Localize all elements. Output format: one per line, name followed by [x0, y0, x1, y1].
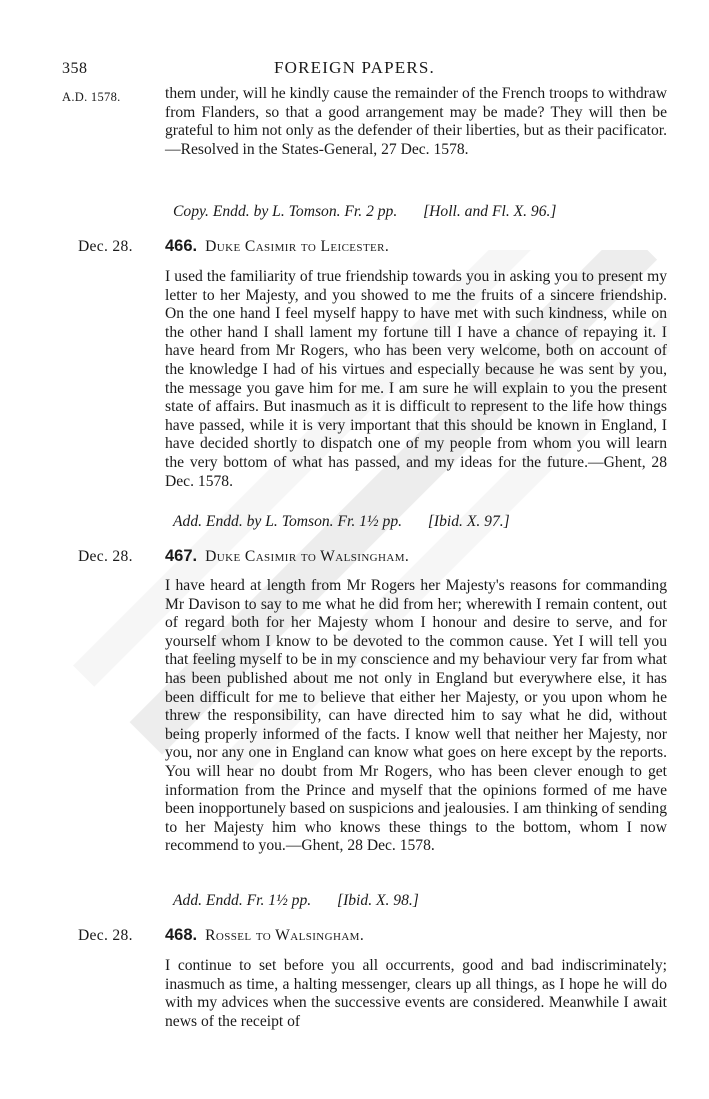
note-reference: [Holl. and Fl. X. 96.] — [423, 203, 557, 220]
note-reference: [Ibid. X. 98.] — [337, 892, 419, 909]
entry-title: Duke Casimir to Walsingham. — [205, 548, 410, 565]
entry-note — [173, 892, 673, 910]
note-description: Add. Endd. Fr. 1½ pp. — [173, 892, 312, 909]
entry-date: Dec. 28. — [78, 238, 133, 255]
entry-heading — [165, 547, 409, 566]
page-number: 358 — [62, 60, 88, 77]
entry-title: Duke Casimir to Leicester. — [205, 238, 390, 255]
note-description: Copy. Endd. by L. Tomson. Fr. 2 pp. — [173, 203, 398, 220]
entry-date: Dec. 28. — [78, 548, 133, 565]
entry-number: 468. — [165, 926, 198, 944]
note-reference: [Ibid. X. 97.] — [427, 513, 510, 530]
running-title: FOREIGN PAPERS. — [274, 58, 435, 77]
entry-number: 467. — [165, 547, 198, 565]
entry-heading — [165, 926, 364, 945]
margin-year: A.D. 1578. — [62, 90, 121, 104]
continuation-note — [173, 203, 673, 221]
entry-body: I continue to set before you all occurrents, good and bad indiscriminately; inasmuch as time, a halting messenger, clears up all things, as I hope he will do with my advices when the successive events are considered. Meanwhile I await news of the receipt of — [165, 957, 667, 1030]
continuation-paragraph: them under, will he kindly cause the remainder of the French troops to withdraw from Flanders, so that a good arrangement may be made? They will then be grateful to him not only as the defender of their liberties, but as their pacificator.—Resolved in the States-General, 27 Dec. 1578. — [165, 85, 667, 158]
entry-body: I used the familiarity of true friendship towards you in asking you to present my letter to her Majesty, and you showed to me the fruits of a sincere friendship. On the one hand I feel myself happy to have met with such kindness, while on the other hand I shall lament my fortune till I have a chance of repaying it. I have heard from Mr Rogers, who has been very welcome, both on account of the knowledge I had of his virtues and especially because he was sent by you, the message you gave him for me. I am sure he will explain to you the present state of affairs. But inasmuch as it is difficult to represent to the life how things have passed, while it is very important that this should be known in England, I have decided shortly to dispatch one of my people from whom you will learn the very bottom of what has passed, and my ideas for the future.—Ghent, 28 Dec. 1578. — [165, 268, 667, 490]
entry-note — [173, 513, 673, 531]
entry-title: Rossel to Walsingham. — [205, 927, 365, 944]
entry-heading — [165, 237, 389, 256]
entry-body: I have heard at length from Mr Rogers her Majesty's reasons for commanding Mr Davison to say to me what he did from her; wherewith I remain content, out of regard both for her Majesty whom I honour and desire to serve, and for yourself whom I know to be devoted to the common cause. Yet I will tell you that feeling myself to be in my conscience and my behaviour very far from what has been published about me not only in England but everywhere else, it has been difficult for me to believe that either her Majesty, or you upon whom he threw the responsibility, can have directed him to say what he did, without being properly informed of the facts. I know well that neither her Majesty, nor you, nor any one in England can know what goes on here except by the reports. You will hear no doubt from Mr Rogers, who has been clever enough to get information from the Prince and myself that the opinions formed of me have been inopportunely based on suspicions and jealousies. I am thinking of sending to her Majesty him who knows these things to the bottom, whom I now recommend to you.—Ghent, 28 Dec. 1578. — [165, 577, 667, 855]
note-description: Add. Endd. by L. Tomson. Fr. 1½ pp. — [173, 513, 403, 530]
entry-number: 466. — [165, 237, 198, 255]
entry-date: Dec. 28. — [78, 927, 133, 944]
